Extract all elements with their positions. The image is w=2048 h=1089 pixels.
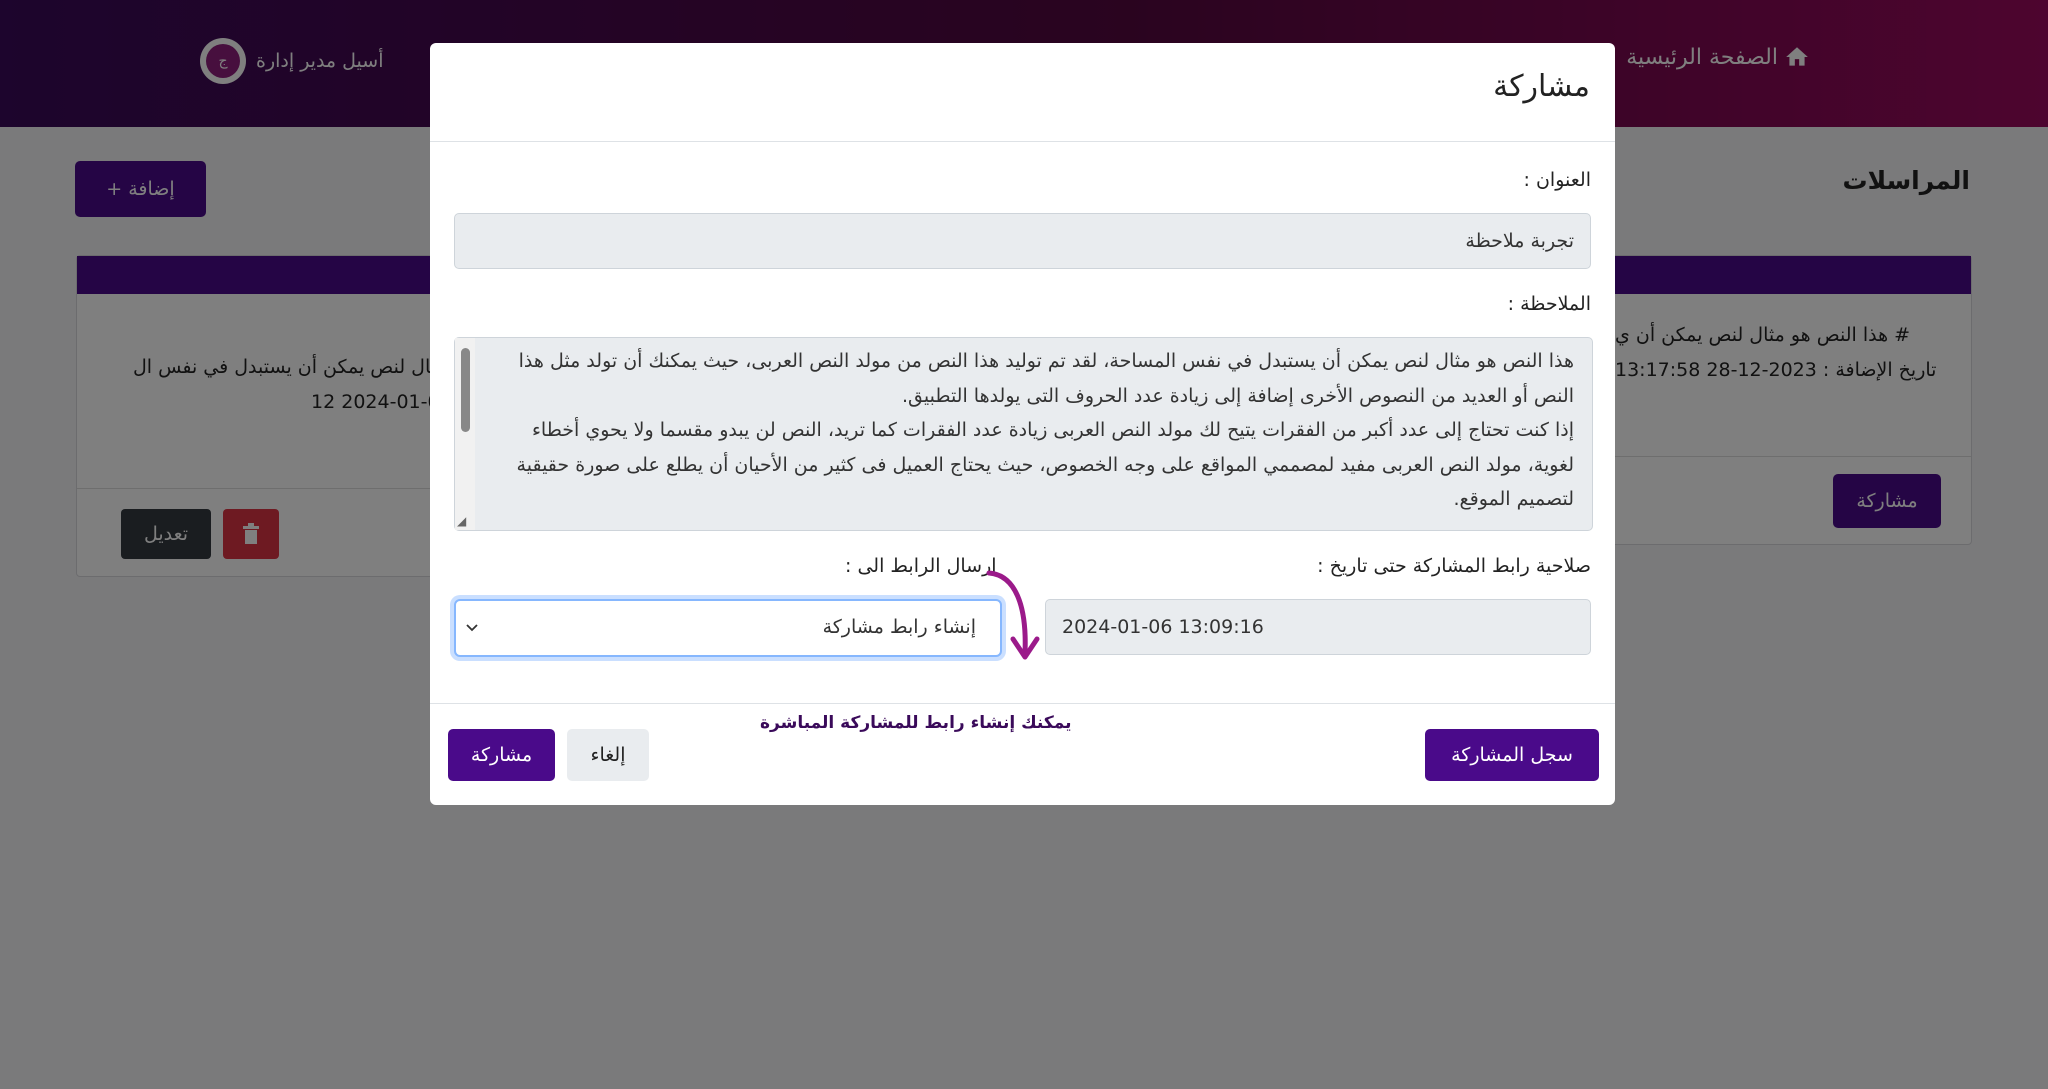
note-paragraph: إذا كنت تحتاج إلى عدد أكبر من الفقرات يتيح لك مولد النص العربى زيادة عدد الفقرات كما تريد، النص لن يبدو مقسما ولا يحوي أخطاء لغوية، مولد النص العربى مفيد لمصممي المواقع على وجه الخصوص، حيث يحتاج العميل فى كثير من الأحيان أن يطلع على صورة حقيقية لتصميم الموقع. bbox=[516, 419, 1574, 510]
textarea-scrollbar[interactable] bbox=[455, 338, 475, 530]
resize-handle-icon[interactable]: ◢ bbox=[457, 514, 467, 528]
send-to-label: ارسال الرابط الى : bbox=[845, 555, 997, 577]
share-hint: يمكنك إنشاء رابط للمشاركة المباشرة bbox=[760, 713, 1072, 733]
share-modal bbox=[430, 43, 1615, 805]
share-button[interactable]: مشاركة bbox=[448, 729, 555, 781]
chevron-down-icon bbox=[464, 619, 480, 635]
send-to-selected-value: إنشاء رابط مشاركة bbox=[822, 616, 976, 638]
curved-arrow-icon bbox=[985, 565, 1055, 665]
note-paragraph: هذا النص هو مثال لنص يمكن أن يستبدل في نفس المساحة، لقد تم توليد هذا النص من مولد النص العربى، حيث يمكنك أن تولد مثل هذا النص أو العديد من النصوص الأخرى إضافة إلى زيادة عدد الحروف التى يولدها التطبيق. bbox=[518, 350, 1574, 407]
send-to-select[interactable] bbox=[454, 599, 1002, 657]
expiry-date-input[interactable] bbox=[1045, 599, 1591, 655]
scrollbar-thumb[interactable] bbox=[461, 348, 470, 432]
note-label: الملاحظة : bbox=[1507, 293, 1591, 315]
modal-header bbox=[430, 43, 1615, 142]
share-history-button[interactable]: سجل المشاركة bbox=[1425, 729, 1599, 781]
cancel-button[interactable]: إلغاء bbox=[567, 729, 649, 781]
note-text bbox=[489, 344, 1574, 517]
modal-title: مشاركة bbox=[1493, 69, 1590, 104]
note-textarea[interactable] bbox=[454, 337, 1593, 531]
title-label: العنوان : bbox=[1523, 169, 1591, 191]
title-input[interactable] bbox=[454, 213, 1591, 269]
expiry-label: صلاحية رابط المشاركة حتى تاريخ : bbox=[1317, 555, 1591, 577]
